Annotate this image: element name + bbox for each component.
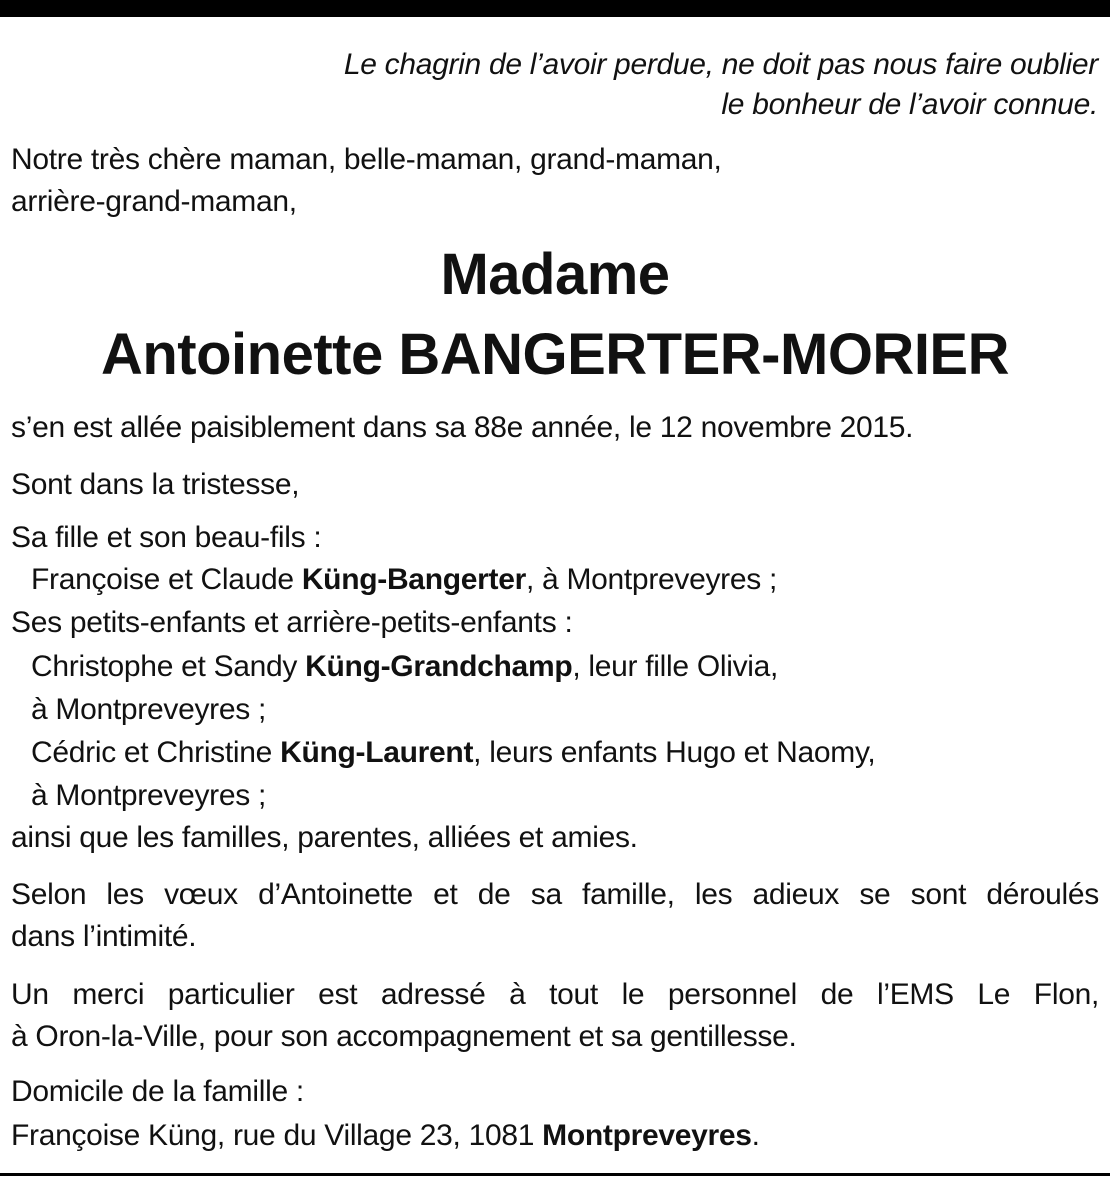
domicile-label: Domicile de la famille :	[11, 1075, 304, 1108]
daughter-entry	[31, 559, 1101, 601]
intro-line-2: arrière-grand-maman,	[11, 185, 297, 218]
wishes-line-2: dans l’intimité.	[11, 920, 197, 953]
top-border	[0, 0, 1110, 17]
grandchild-1-detail: , leur fille Olivia,	[572, 650, 779, 683]
deceased-name: Antoinette BANGERTER-MORIER	[100, 322, 1009, 387]
daughter-location: , à Montpreveyres ;	[525, 563, 778, 596]
grandchild-1-location: à Montpreveyres ;	[31, 693, 267, 726]
daughter-label: Sa fille et son beau-fils :	[11, 521, 322, 554]
deceased-title: Madame	[440, 242, 670, 307]
wishes-line-1: Selon les vœux d’Antoinette et de sa famille, les adieux se sont déroulés	[11, 878, 1099, 911]
domicile-street: Françoise Küng, rue du Village 23, 1081	[11, 1119, 543, 1152]
domicile-town: Montpreveyres	[542, 1119, 752, 1152]
intro-line-1: Notre très chère maman, belle-maman, grand-maman,	[11, 143, 722, 176]
quote-line-2: le bonheur de l’avoir connue.	[721, 88, 1098, 121]
grandchild-1-surname: Küng-Grandchamp	[305, 650, 573, 683]
thanks-line-2: à Oron-la-Ville, pour son accompagnement et sa gentillesse.	[11, 1020, 797, 1053]
daughter-surname: Küng-Bangerter	[301, 563, 526, 596]
grandchild-2-names: Cédric et Christine	[31, 736, 281, 769]
daughter-names: Françoise et Claude	[31, 563, 302, 596]
grandchild-1-names: Christophe et Sandy	[31, 650, 306, 683]
quote-line-1: Le chagrin de l’avoir perdue, ne doit pas nous faire oublier	[343, 48, 1098, 81]
grandchild-1-entry	[31, 646, 1101, 688]
death-notice: s’en est allée paisiblement dans sa 88e année, le 12 novembre 2015.	[11, 411, 914, 444]
family-heading: Sont dans la tristesse,	[11, 468, 300, 501]
domicile-period: .	[751, 1119, 760, 1152]
grandchild-2-detail: , leurs enfants Hugo et Naomy,	[473, 736, 876, 769]
grandchildren-label: Ses petits-enfants et arrière-petits-enfants :	[11, 606, 573, 639]
family-others: ainsi que les familles, parentes, alliées et amies.	[11, 821, 638, 854]
grandchild-2-location: à Montpreveyres ;	[31, 779, 267, 812]
thanks-line-1: Un merci particulier est adressé à tout le personnel de l’EMS Le Flon,	[11, 978, 1099, 1011]
bottom-border	[0, 1173, 1110, 1176]
domicile-address	[11, 1115, 1099, 1157]
grandchild-2-surname: Küng-Laurent	[280, 736, 474, 769]
grandchild-2-entry	[31, 732, 1101, 774]
